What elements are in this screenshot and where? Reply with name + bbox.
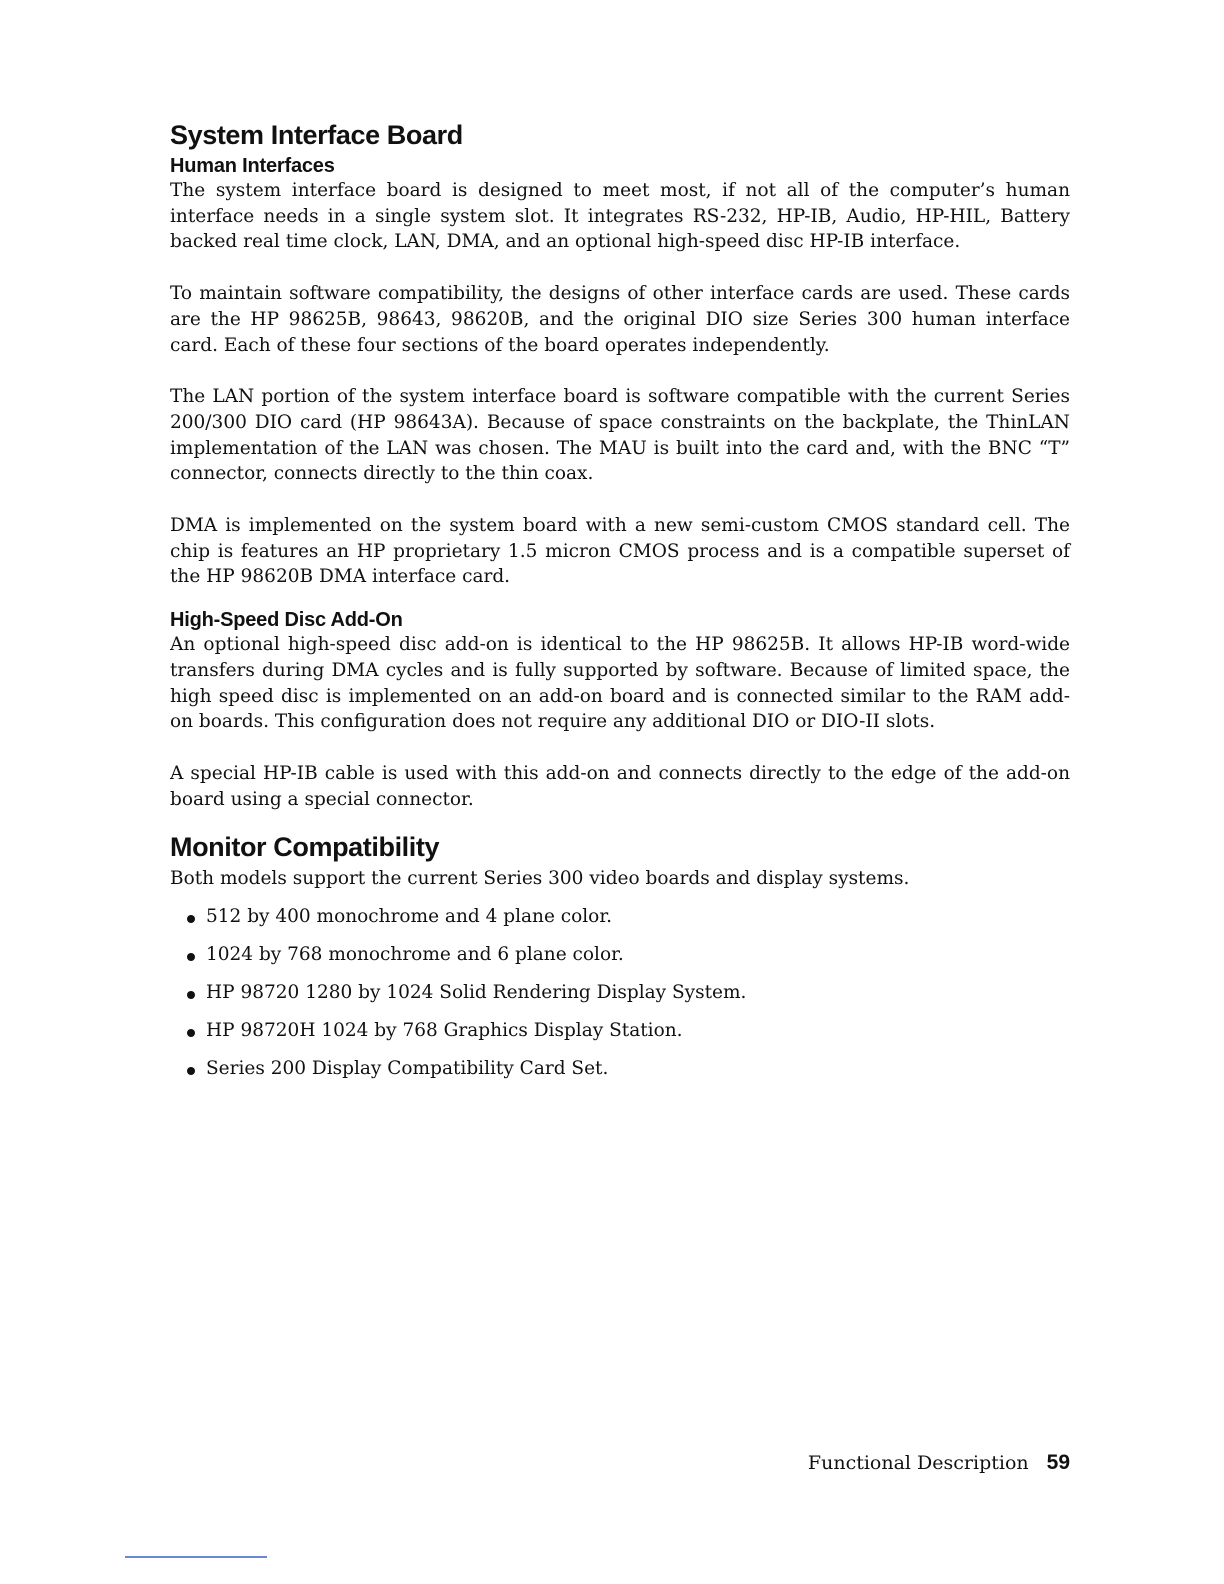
- list-item: 512 by 400 monochrome and 4 plane color.: [206, 904, 1070, 930]
- bottom-divider: [125, 1556, 267, 1558]
- bullet-icon: [187, 953, 195, 961]
- page-footer: [808, 1451, 1070, 1475]
- bullet-icon: [187, 1029, 195, 1037]
- list-item: HP 98720H 1024 by 768 Graphics Display Station.: [206, 1018, 1070, 1044]
- footer-section-name: Functional Description: [807, 1452, 1029, 1474]
- bullet-icon: [187, 991, 195, 999]
- bullet-icon: [187, 915, 195, 923]
- subsection-title-human-interfaces: Human Interfaces: [170, 155, 335, 177]
- paragraph: A special HP-IB cable is used with this add-on and connects directly to the edge of the add-on board using a special connector.: [170, 762, 1070, 810]
- section-title-system-interface-board: System Interface Board: [170, 120, 463, 150]
- bullet-icon: [187, 1067, 195, 1075]
- list-item: Series 200 Display Compatibility Card Set.: [206, 1056, 1070, 1082]
- monitor-list: [170, 904, 1070, 1082]
- list-item: HP 98720 1280 by 1024 Solid Rendering Display System.: [206, 980, 1070, 1006]
- paragraph: The LAN portion of the system interface board is software compatible with the current Series 200/300 DIO card (HP 98643A). Because of space constraints on the backplate, the ThinLAN implementation of the LAN was chosen. The MAU is built into the card and, with the BNC “T” connector, connects directly to the thin coax.: [170, 386, 1070, 485]
- paragraph-intro: Both models support the current Series 300 video boards and display systems.: [170, 868, 910, 890]
- paragraph: To maintain software compatibility, the designs of other interface cards are used. These cards are the HP 98625B, 98643, 98620B, and the original DIO size Series 300 human interface card. Each of these four sections of the board operates independently.: [170, 283, 1070, 356]
- page-content: [170, 118, 1070, 1094]
- section-title-monitor-compatibility: Monitor Compatibility: [170, 832, 440, 863]
- paragraph: An optional high-speed disc add-on is identical to the HP 98625B. It allows HP-IB word-wide transfers during DMA cycles and is fully supported by software. Because of limited space, the high speed disc is implemented on an add-on board and is connected similar to the RAM add-on boards. This configuration does not require any additional DIO or DIO-II slots.: [170, 634, 1070, 733]
- paragraph: DMA is implemented on the system board with a new semi-custom CMOS standard cell. The chip is features an HP proprietary 1.5 micron CMOS process and is a compatible superset of the HP 98620B DMA interface card.: [170, 515, 1070, 588]
- subsection-title-high-speed-disc: High-Speed Disc Add-On: [170, 609, 403, 632]
- list-item: 1024 by 768 monochrome and 6 plane color.: [206, 942, 1070, 968]
- paragraph: The system interface board is designed to meet most, if not all of the computer’s human interface needs in a single system slot. It integrates RS-232, HP-IB, Audio, HP-HIL, Battery backed real time clock, LAN, DMA, and an optional high-speed disc HP-IB interface.: [170, 180, 1070, 253]
- page-number: 59: [1046, 1451, 1070, 1474]
